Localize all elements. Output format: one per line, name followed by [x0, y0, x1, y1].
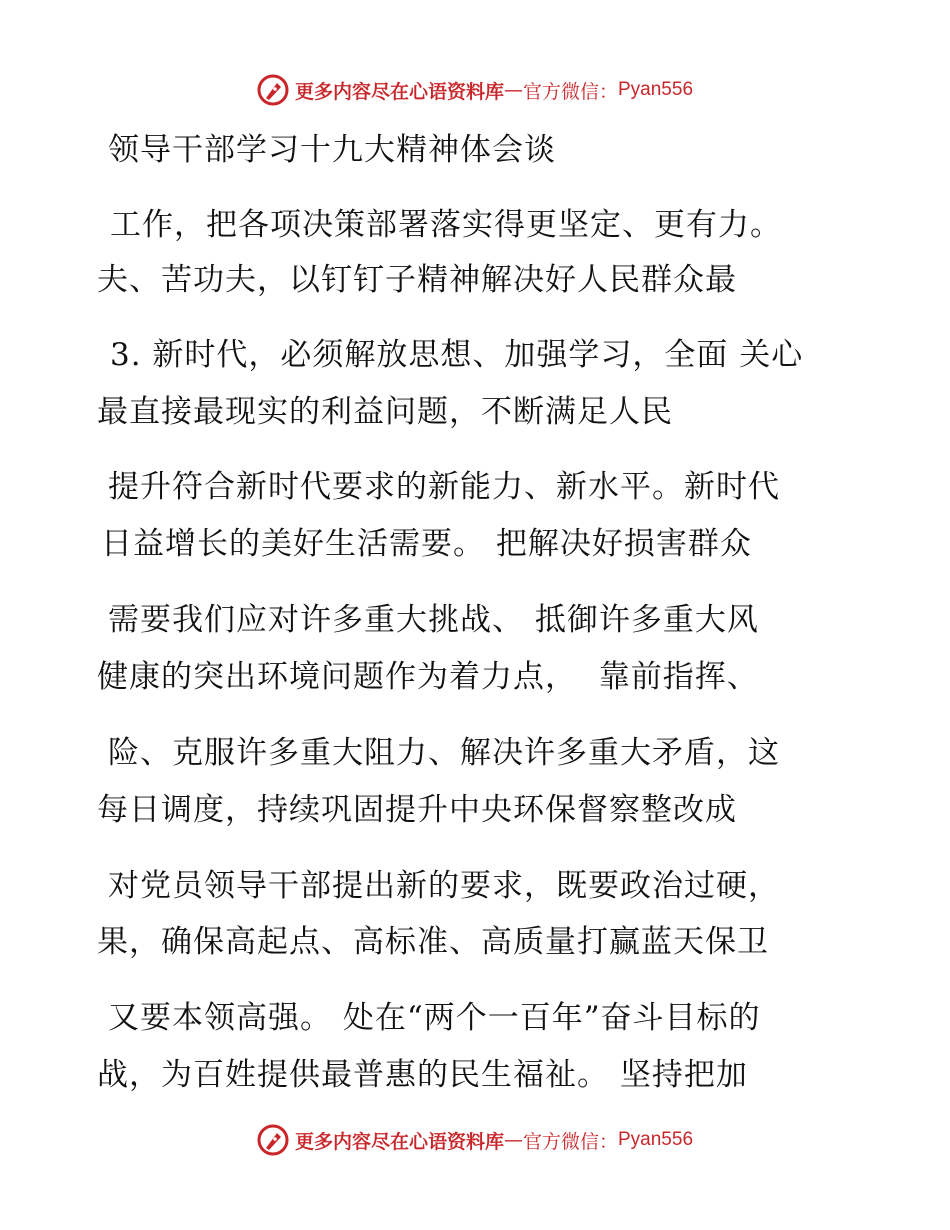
text-line: 3. 新时代，必须解放思想、加强学习，全面 关心 — [110, 337, 804, 373]
watermark-brand-text: 更多内容尽在心语资料库 — [294, 1130, 504, 1153]
document-title: 领导干部学习十九大精神体会谈 — [108, 132, 556, 168]
text-line: 战，为百姓提供最普惠的民生福祉。 坚持把加 — [97, 1057, 748, 1093]
text-line: 工作，把各项决策部署落实得更坚定、更有力。 — [110, 207, 782, 243]
text-line: 最直接最现实的利益问题，不断满足人民 — [97, 394, 673, 430]
text-line: 需要我们应对许多重大挑战、 抵御许多重大风 — [108, 602, 759, 638]
watermark-label: 官方微信： — [522, 1130, 618, 1153]
text-line: 果，确保高起点、高标准、高质量打赢蓝天保卫 — [97, 924, 769, 960]
text-line: 夫、苦功夫，以钉钉子精神解决好人民群众最 — [97, 262, 737, 298]
footer-watermark — [0, 1120, 950, 1160]
text-line: 日益增长的美好生活需要。 把解决好损害群众 — [101, 526, 752, 562]
pen-nib-logo-icon — [257, 1124, 289, 1156]
watermark-account-id: Pyan556 — [618, 79, 694, 100]
watermark-brand-text: 更多内容尽在心语资料库 — [294, 80, 504, 103]
watermark-account-id: Pyan556 — [618, 1129, 694, 1150]
pen-nib-logo-icon — [257, 74, 289, 106]
text-line: 健康的突出环境问题作为着力点， 靠前指挥、 — [97, 659, 759, 695]
text-line: 提升符合新时代要求的新能力、新水平。新时代 — [108, 469, 780, 505]
text-line: 每日调度，持续巩固提升中央环保督察整改成 — [97, 792, 737, 828]
watermark-label: 官方微信： — [522, 80, 618, 103]
watermark-separator: — — [503, 1129, 523, 1151]
text-line: 险、克服许多重大阻力、解决许多重大矛盾，这 — [108, 735, 780, 771]
header-watermark — [0, 70, 950, 110]
watermark-separator: — — [503, 79, 523, 101]
text-line: 对党员领导干部提出新的要求，既要政治过硬， — [108, 868, 780, 904]
text-line: 又要本领高强。 处在“两个一百年”奋斗目标的 — [108, 1000, 761, 1036]
